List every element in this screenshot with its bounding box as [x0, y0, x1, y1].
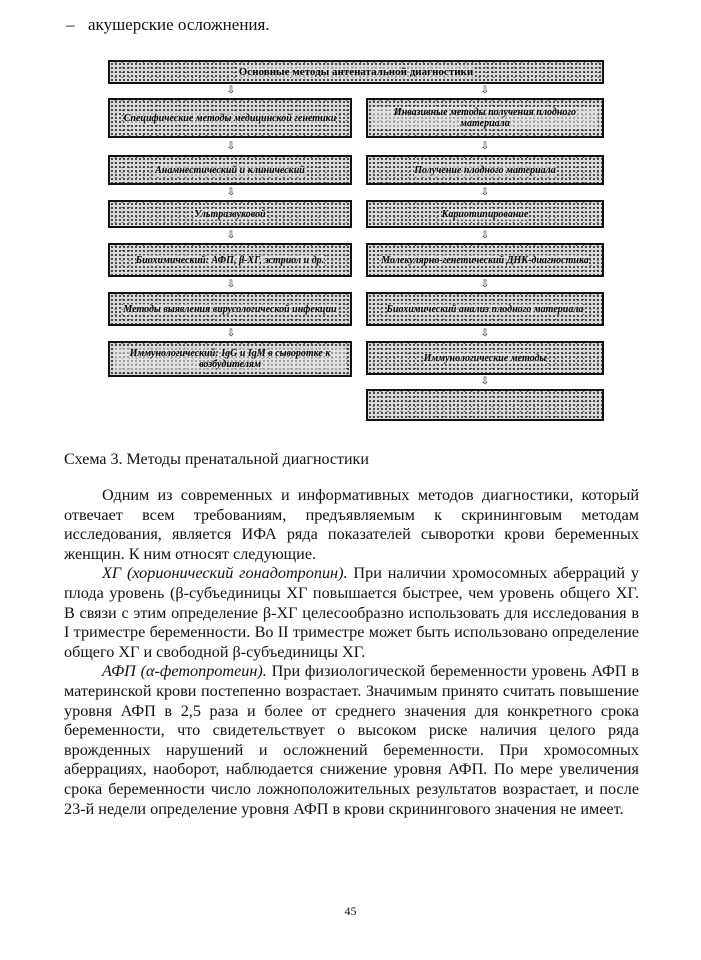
bullet-text: акушерские осложнения.	[88, 15, 270, 34]
left-box-2-text: Анамнестический и клинический	[155, 164, 305, 176]
arrow-down-icon: ⇩	[226, 187, 236, 198]
body-text	[64, 486, 639, 819]
paragraph-2-text: При наличии хромосомных аберраций у плода уровень (β-субъединицы ХГ повышается быстрее, чем уровень общего ХГ. В связи с этим определение β-ХГ целесообразно использовать для исследования в I триместре беременности. Во II триместре может быть использовано определение общего ХГ и свободной β-субъединицы ХГ.	[64, 564, 639, 661]
right-box-5	[366, 292, 604, 326]
paragraph-1	[64, 486, 639, 564]
left-box-1-text: Специфические методы медицинской генетики	[123, 112, 337, 124]
right-box-4-text: Молекулярно-генетический ДНК-диагностика	[381, 254, 589, 266]
paragraph-3-text: При физиологической беременности уровень АФП в материнской крови постепенно возрастает. Значимым принято считать повышение уровня АФП в 2,5 раза и более от среднего значения для конкретного срока беременности, что свидетельствует о высоком риске наличия целого ряда врожденных нарушений и осложнений беременности. При хромосомных аберрациях, наоборот, наблюдается снижение уровня АФП. По мере увеличения срока беременности число ложноположительных результатов возрастает, и после 23-й недели определение уровня АФП в крови скринингового значения не имеет.	[64, 662, 639, 818]
paragraph-1-text: Одним из современных и информативных методов диагностики, который отвечает всем требованиям, предъявляемым к скрининговым методам исследования, является ИФА ряда показателей сыворотки крови беременных женщин. К ним относят следующие.	[64, 486, 639, 563]
left-box-5-text: Методы выявления вирусологической инфекции	[123, 303, 337, 315]
paragraph-3	[64, 662, 639, 819]
arrow-down-icon: ⇩	[226, 230, 236, 241]
figure-caption: Схема 3. Методы пренатальной диагностики	[64, 451, 369, 468]
right-box-7-blurred	[366, 389, 604, 421]
left-box-4-text: Биохимический: АФП, β-ХГ, эстриол и др.	[135, 254, 325, 266]
arrow-down-icon: ⇩	[480, 328, 490, 339]
diagram-header-box	[108, 60, 604, 84]
paragraph-3-term: АФП (α-фетопротеин).	[102, 662, 267, 681]
left-box-6	[108, 341, 352, 377]
arrow-down-icon: ⇩	[480, 187, 490, 198]
right-box-5-text: Биохимический анализ плодного материала	[386, 303, 584, 315]
arrow-down-icon: ⇩	[480, 376, 490, 387]
arrow-down-icon: ⇩	[480, 279, 490, 290]
right-box-1	[366, 98, 604, 138]
left-box-3	[108, 200, 352, 228]
right-box-2	[366, 155, 604, 185]
arrow-down-icon: ⇩	[226, 328, 236, 339]
arrow-down-icon: ⇩	[480, 85, 490, 96]
left-box-3-text: Ультразвуковой	[194, 208, 266, 220]
arrow-down-icon: ⇩	[226, 85, 236, 96]
arrow-down-icon: ⇩	[226, 279, 236, 290]
left-box-2	[108, 155, 352, 185]
left-box-5	[108, 292, 352, 326]
diagram-header-text: Основные методы антенатальной диагностики	[238, 65, 474, 78]
arrow-down-icon: ⇩	[480, 141, 490, 152]
right-box-3	[366, 200, 604, 228]
right-box-6	[366, 341, 604, 375]
bullet-dash: –	[66, 15, 75, 34]
left-box-1	[108, 98, 352, 138]
left-box-6-text: Иммунологический: IgG и IgM в сыворотке к возбудителям	[114, 348, 346, 370]
right-box-2-text: Получение плодного материала	[414, 164, 556, 176]
page-number: 45	[344, 904, 357, 918]
left-box-4	[108, 243, 352, 277]
right-box-3-text: Кариотипирование	[441, 208, 529, 220]
arrow-down-icon: ⇩	[226, 141, 236, 152]
paragraph-2-term: ХГ (хорионический гонадотропин).	[102, 564, 348, 583]
right-box-4	[366, 243, 604, 277]
diagnostics-diagram	[0, 0, 701, 430]
right-box-1-text: Инвазивные методы получения плодного материала	[372, 107, 598, 129]
right-box-6-text: Иммунологические методы	[423, 352, 547, 364]
arrow-down-icon: ⇩	[480, 230, 490, 241]
paragraph-2	[64, 564, 639, 662]
